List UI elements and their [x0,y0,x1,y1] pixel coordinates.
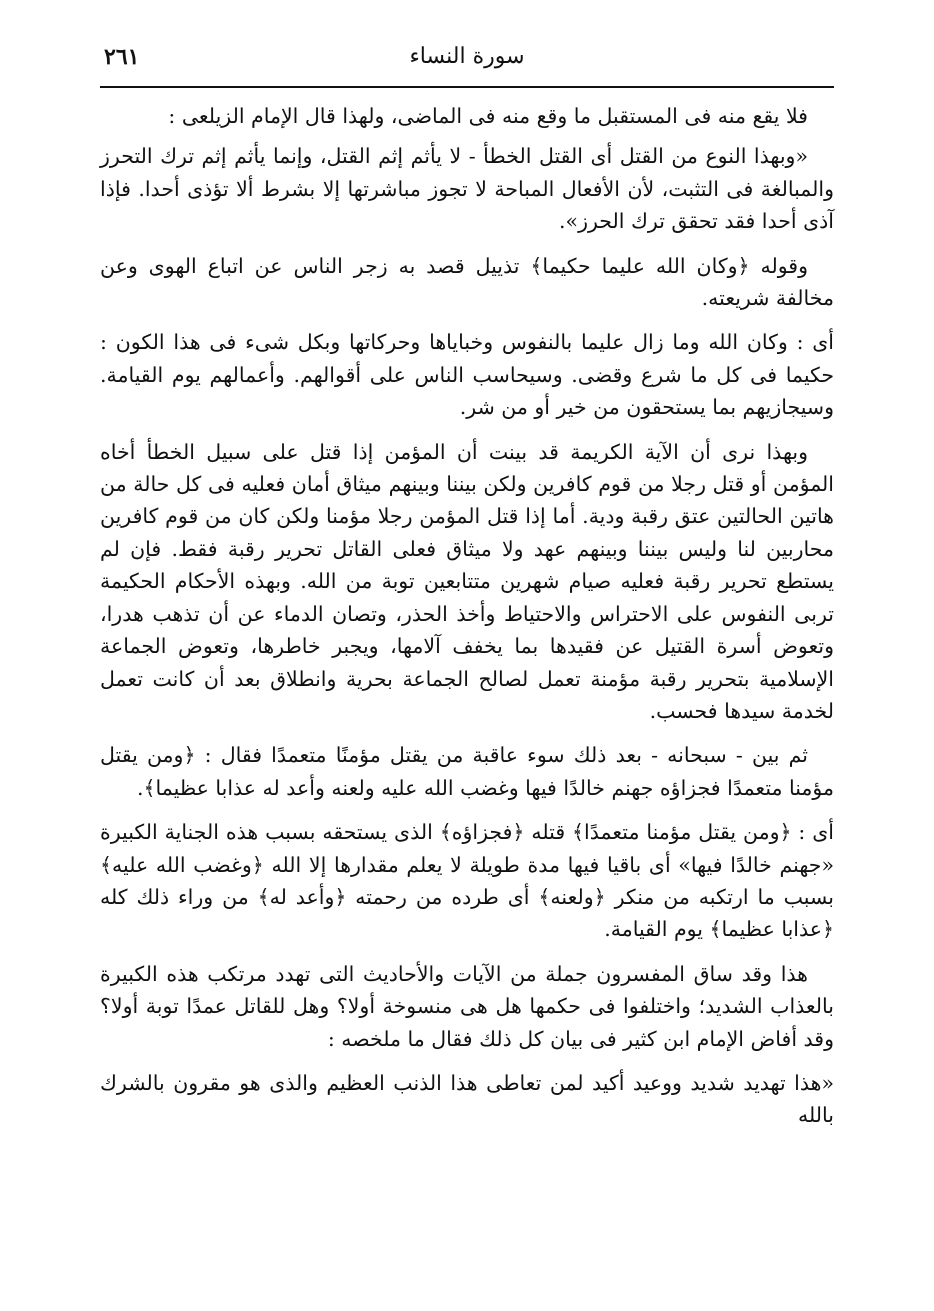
paragraph: ثم بين - سبحانه - بعد ذلك سوء عاقبة من يقتل مؤمنًا متعمدًا فقال : ﴿ومن يقتل مؤمنا متعمدًا فجزاؤه جهنم خالدًا فيها وغضب الله عليه ولعنه وأعد له عذابا عظيما﴾. [100,743,834,800]
quote-paragraph: «وبهذا النوع من القتل أى القتل الخطأ - لا يأثم إثم القتل، وإنما يأثم إثم ترك التحرز والمبالغة فى التثبت، لأن الأفعال المباحة لا تجوز مباشرتها إلا بشرط ألا تؤذى أحدا. فإذا آذى أحدا فقد تحقق ترك الحرز». [100,144,834,234]
running-title: سورة النساء [409,44,525,69]
paragraph: وقوله ﴿وكان الله عليما حكيما﴾ تذييل قصد به زجر الناس عن اتباع الهوى وعن مخالفة شريعته. [100,253,834,311]
paragraph: وبهذا نرى أن الآية الكريمة قد بينت أن المؤمن إذا قتل على سبيل الخطأ أخاه المؤمن أو قتل رجلا من قوم كافرين ولكن بيننا وبينهم ميثاق أمان فعليه فى كل حالة من هاتين الحالتين عتق رقبة ودية. أما إذا قتل المؤمن رجلا مؤمنا ولكن كان من قوم كافرين محاربين لنا وليس بيننا وبينهم عهد ولا ميثاق فعلى القاتل تحرير رقبة فقط. فإن لم يستطع تحرير رقبة فعليه صيام شهرين متتابعين توبة من الله. وبهذه الأحكام الحكيمة تربى النفوس على الاحتراس والاحتياط وأخذ الحذر، وتصان الدماء عن أن تذهب هدرا، وتعوض أسرة القتيل عن فقيدها بما يخفف آلامها، ويجبر خاطرها، وتعوض الجماعة الإسلامية بتحرير رقبة مؤمنة تعمل لصالح الجماعة بحرية وانطلاق بعد أن كانت تعمل لخدمة سيدها فحسب. [100,439,834,723]
quote-paragraph: «هذا تهديد شديد ووعيد أكيد لمن تعاطى هذا الذنب العظيم والذى هو مقرون بالشرك بالله [100,1070,834,1128]
page-header [100,38,834,88]
page-body [100,100,834,1144]
paragraph: هذا وقد ساق المفسرون جملة من الآيات والأحاديث التى تهدد مرتكب هذه الكبيرة بالعذاب الشديد؛ واختلفوا فى حكمها هل هى منسوخة أولا؟ وهل للقاتل عمدًا توبة أولا؟ وقد أفاض الإمام ابن كثير فى بيان كل ذلك فقال ما ملخصه : [100,961,834,1051]
paragraph: أى : وكان الله وما زال عليما بالنفوس وخباياها وحركاتها وبكل شىء فى هذا الكون : حكيما فى كل ما شرع وقضى. وسيحاسب الناس على أقوالهم. وأعمالهم يوم القيامة. وسيجازيهم بما يستحقون من خير أو من شر. [100,330,834,420]
paragraph: فلا يقع منه فى المستقبل ما وقع منه فى الماضى، ولهذا قال الإمام الزيلعى : [168,104,808,128]
page-number: ٢٦١ [104,44,140,70]
paragraph: أى : ﴿ومن يقتل مؤمنا متعمدًا﴾ قتله ﴿فجزاؤه﴾ الذى يستحقه بسبب هذه الجناية الكبيرة «جهنم خالدًا فيها» أى باقيا فيها مدة طويلة لا يعلم مقدارها إلا الله ﴿وغضب الله عليه﴾ بسبب ما ارتكبه من منكر ﴿ولعنه﴾ أى طرده من رحمته ﴿وأعد له﴾ من وراء ذلك كله ﴿عذابا عظيما﴾ يوم القيامة. [100,820,834,942]
